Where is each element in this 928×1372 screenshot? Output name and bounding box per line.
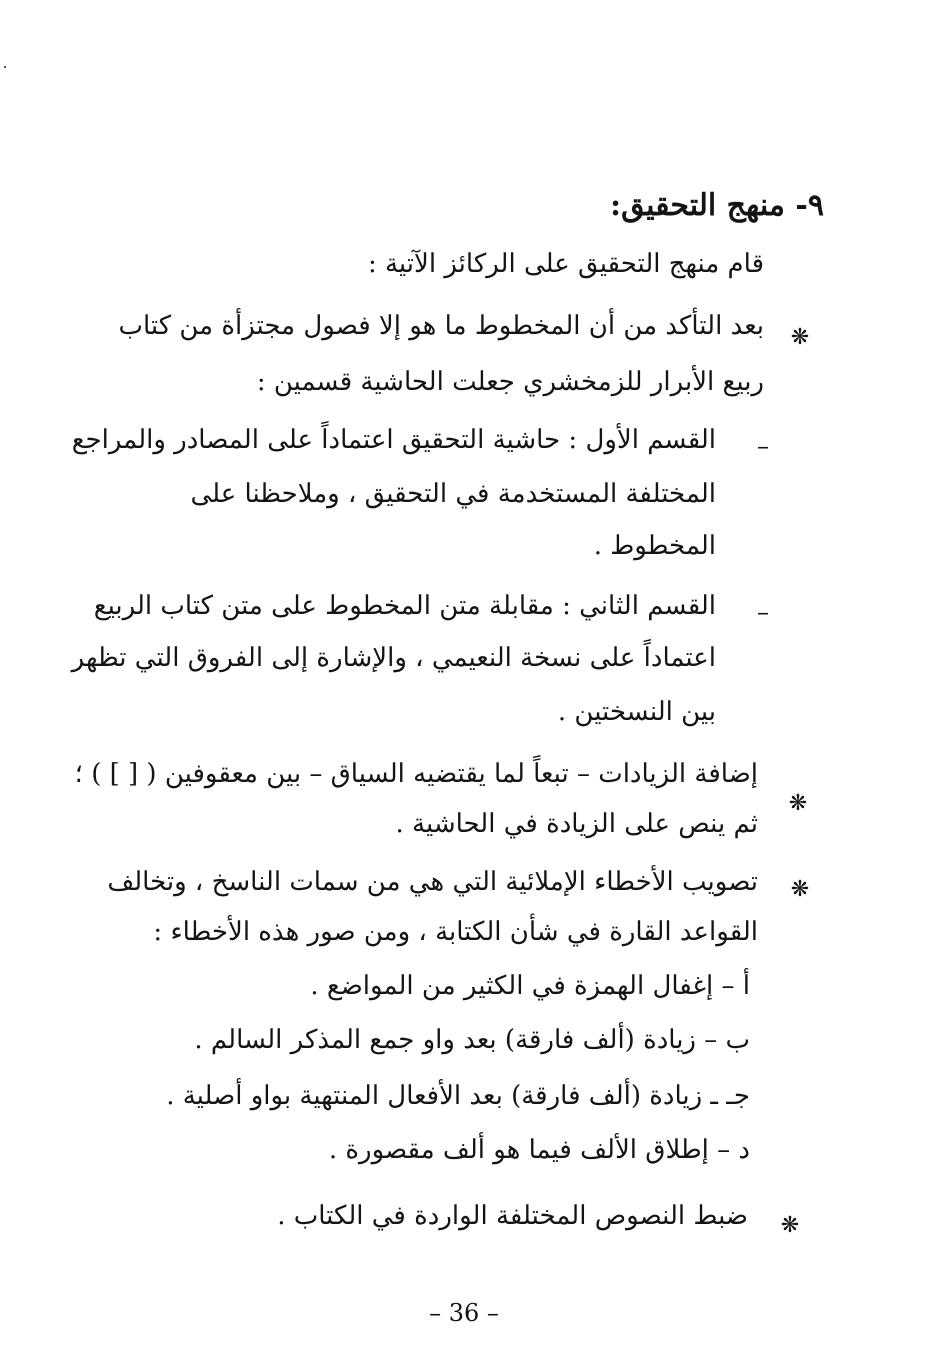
sub2-line1: القسم الثاني : مقابلة متن المخطوط على متن كتاب الربيع (93, 591, 716, 621)
section-heading: ٩- منهج التحقيق: (610, 188, 824, 223)
sub2-dash: – (757, 598, 769, 626)
bullet3-line2: القواعد القارة في شأن الكتابة ، ومن صور هذه الأخطاء : (153, 917, 758, 947)
page-number: – 36 – (429, 1299, 499, 1327)
error-item-c: جـ ـ زيادة (ألف فارقة) بعد الأفعال المنتهية بواو أصلية . (166, 1081, 750, 1111)
sub2-line2: اعتماداً على نسخة النعيمي ، والإشارة إلى الفروق التي تظهر (71, 643, 716, 673)
sub1-dash: – (757, 432, 769, 460)
bullet-star-icon: ❋ (780, 1213, 800, 1238)
error-item-a: أ – إغفال الهمزة في الكثير من المواضع . (310, 971, 750, 1001)
bullet4-line1: ضبط النصوص المختلفة الواردة في الكتاب . (277, 1201, 748, 1231)
bullet1-line1: بعد التأكد من أن المخطوط ما هو إلا فصول مجتزأة من كتاب (118, 311, 764, 341)
bullet-star-icon: ❋ (790, 877, 810, 902)
bullet2-line2: ثم ينص على الزيادة في الحاشية . (395, 809, 758, 839)
scan-speck (4, 66, 6, 68)
bullet-star-icon: ❋ (790, 325, 810, 350)
bullet1-line2: ربيع الأبرار للزمخشري جعلت الحاشية قسمين : (256, 367, 764, 397)
bullet-star-icon: ❋ (788, 791, 808, 816)
sub1-line3: المخطوط . (593, 531, 716, 561)
sub2-line3: بين النسختين . (557, 697, 716, 727)
sub1-line1: القسم الأول : حاشية التحقيق اعتماداً على المصادر والمراجع (71, 425, 716, 455)
bullet3-line1: تصويب الأخطاء الإملائية التي هي من سمات الناسخ ، وتخالف (107, 867, 758, 897)
bullet2-line1: إضافة الزيادات – تبعاً لما يقتضيه السياق – بين معقوفين ( [ ] ) ؛ (74, 759, 758, 789)
error-item-b: ب – زيادة (ألف فارقة) بعد واو جمع المذكر السالم . (194, 1025, 750, 1055)
intro-text: قام منهج التحقيق على الركائز الآتية : (367, 249, 764, 279)
sub1-line2: المختلفة المستخدمة في التحقيق ، وملاحظنا على (190, 479, 716, 509)
error-item-d: د – إطلاق الألف فيما هو ألف مقصورة . (328, 1135, 750, 1165)
